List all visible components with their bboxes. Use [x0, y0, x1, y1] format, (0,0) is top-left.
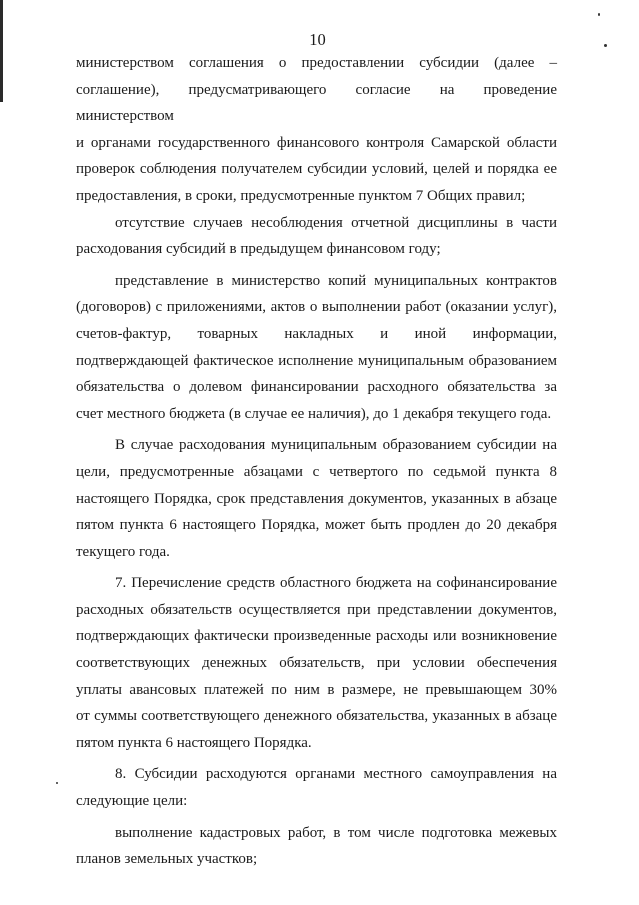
paragraph — [76, 820, 557, 873]
text-line: предоставления, в сроки, предусмотренные пунктом 7 Общих правил; — [76, 187, 526, 204]
paragraph — [76, 50, 557, 210]
scan-speck — [56, 782, 58, 784]
paragraph — [76, 432, 557, 565]
paragraph — [76, 761, 557, 814]
paragraph — [76, 268, 557, 428]
text-line: расходования субсидий в предыдущем финансовом году; — [76, 241, 441, 258]
text-line: подтверждающих фактически произведенные расходы или возникновение — [76, 628, 557, 645]
text-line: представление в министерство копий муниципальных контрактов — [115, 272, 557, 289]
text-line: В случае расходования муниципальным образованием субсидии на — [115, 437, 557, 454]
text-line: (договоров) с приложениями, актов о выполнении работ (оказании услуг), — [76, 299, 557, 316]
paragraph — [76, 570, 557, 756]
text-line: подтверждающей фактическое исполнение муниципальным образованием — [76, 352, 557, 369]
text-line: 7. Перечисление средств областного бюджета на софинансирование — [115, 575, 557, 592]
text-line: обязательства о долевом финансировании расходного обязательства за — [76, 379, 557, 396]
text-line: следующие цели: — [76, 793, 188, 810]
text-line: цели, предусмотренные абзацами с четвертого по седьмой пункта 8 — [76, 463, 557, 480]
text-line: министерством соглашения о предоставлении субсидии (далее – — [76, 55, 557, 71]
page-number: 10 — [309, 30, 326, 49]
scan-speck — [598, 13, 600, 16]
text-line: счетов-фактур, товарных накладных и иной информации, — [76, 325, 557, 342]
text-line: соответствующих денежных обязательств, при условии обеспечения — [76, 655, 557, 672]
text-line: пятом пункта 6 настоящего Порядка. — [76, 734, 312, 751]
text-line: текущего года. — [76, 543, 170, 560]
text-line: уплаты авансовых платежей по ним в размере, не превышающем 30% — [76, 681, 557, 698]
text-line: соглашение), предусматривающего согласие на проведение министерством — [76, 81, 557, 125]
document-body — [76, 50, 557, 873]
text-line: расходных обязательств осуществляется при представлении документов, — [76, 601, 557, 618]
text-line: и органами государственного финансового контроля Самарской области — [76, 134, 557, 151]
text-line: проверок соблюдения получателем субсидии условий, целей и порядка ее — [76, 161, 557, 178]
paragraph — [76, 210, 557, 263]
text-line: счет местного бюджета (в случае ее наличия), до 1 декабря текущего года. — [76, 405, 552, 422]
text-line: отсутствие случаев несоблюдения отчетной дисциплины в части — [115, 214, 557, 231]
text-line: от суммы соответствующего денежного обязательства, указанных в абзаце — [76, 708, 557, 725]
text-line: планов земельных участков; — [76, 851, 258, 868]
text-line: пятом пункта 6 настоящего Порядка, может быть продлен до 20 декабря — [76, 517, 557, 534]
text-line: выполнение кадастровых работ, в том числе подготовка межевых — [115, 824, 557, 841]
scan-margin-mark — [0, 0, 3, 102]
text-line: настоящего Порядка, срок представления документов, указанных в абзаце — [76, 490, 557, 507]
text-line: 8. Субсидии расходуются органами местного самоуправления на — [115, 766, 557, 783]
